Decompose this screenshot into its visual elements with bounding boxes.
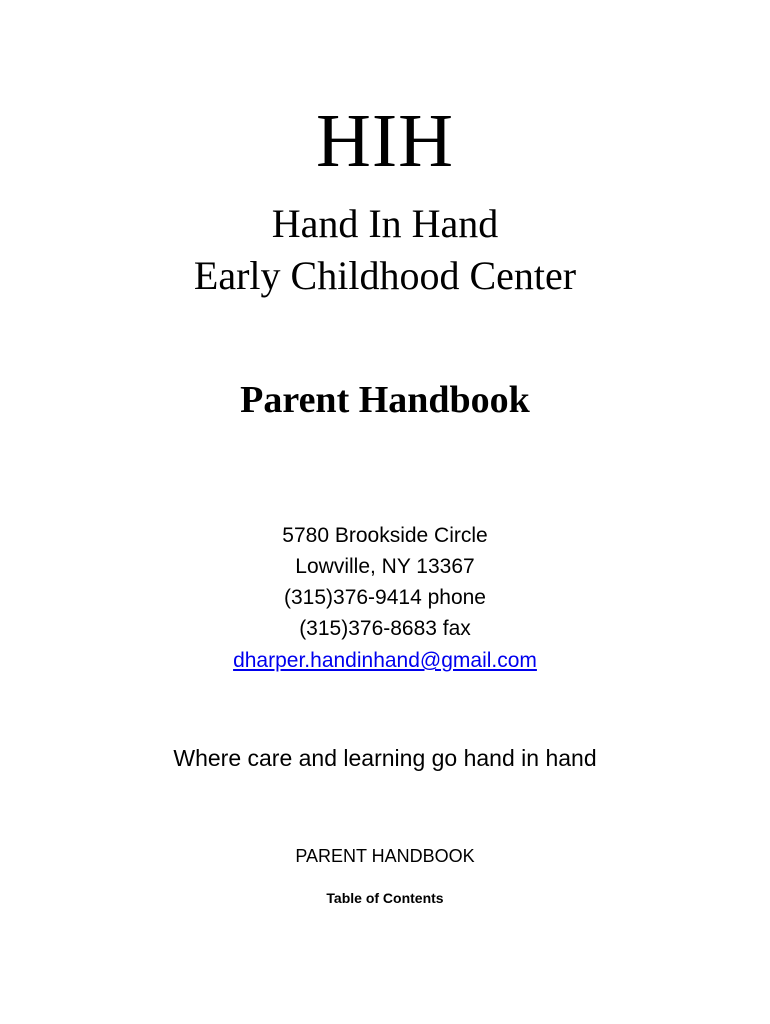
slogan: Where care and learning go hand in hand <box>173 745 597 771</box>
logo-text: HIH <box>315 99 455 183</box>
section-heading: PARENT HANDBOOK <box>295 846 475 866</box>
organization-name-line-1: Hand In Hand <box>271 201 499 246</box>
city-state-zip: Lowville, NY 13367 <box>295 555 475 578</box>
phone-number: (315)376-9414 phone <box>283 586 486 609</box>
email-link[interactable] <box>0 645 770 676</box>
table-of-contents-heading: Table of Contents <box>326 890 444 906</box>
organization-name-line-2: Early Childhood Center <box>193 253 577 298</box>
email-link-text[interactable]: dharper.handinhand@gmail.com <box>233 649 537 672</box>
street-address: 5780 Brookside Circle <box>282 524 488 547</box>
document-title: Parent Handbook <box>240 379 530 421</box>
fax-number: (315)376-8683 fax <box>299 617 471 640</box>
